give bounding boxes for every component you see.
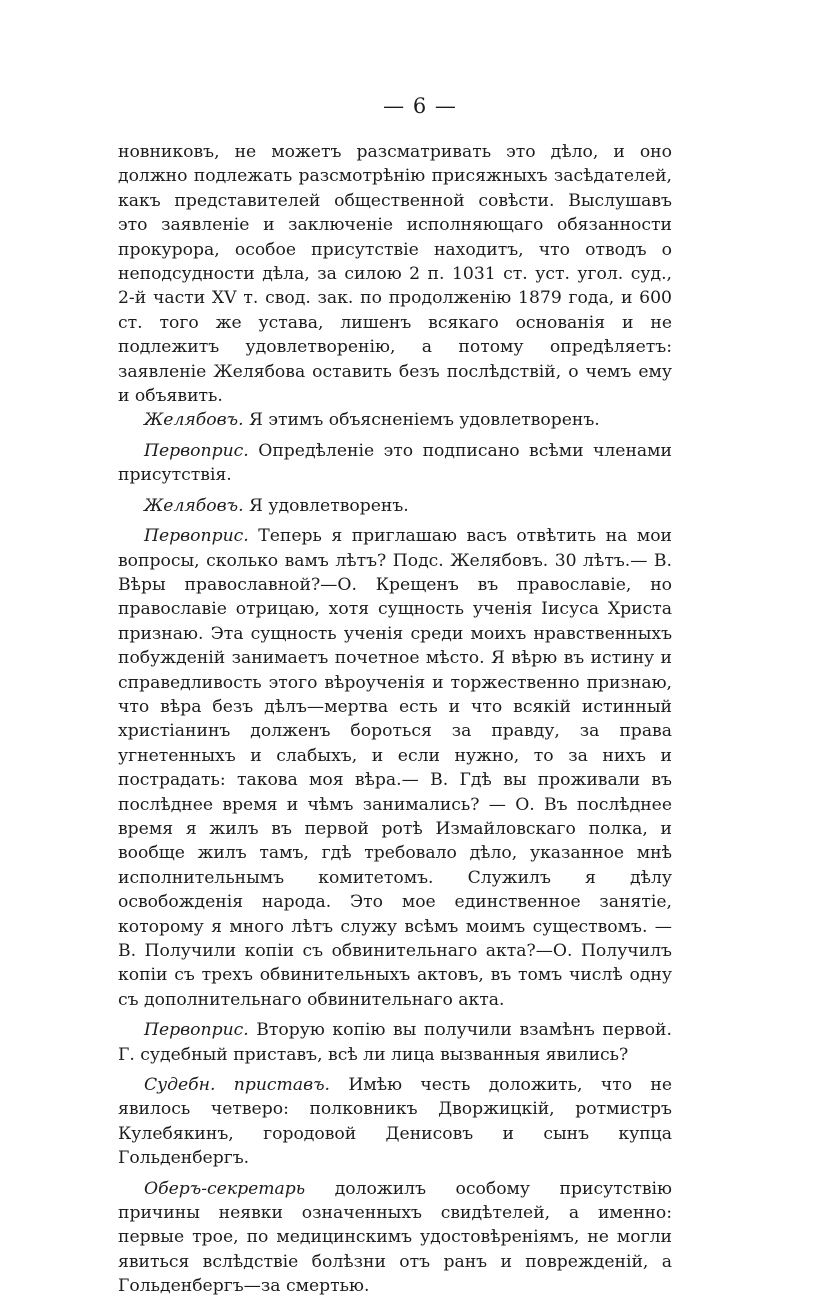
body-text — [118, 140, 672, 1299]
speaker-name: Судебн. приставъ. — [144, 1075, 331, 1096]
paragraph — [118, 140, 672, 408]
paragraph — [118, 408, 672, 432]
paragraph — [118, 1073, 672, 1171]
paragraph — [118, 1177, 672, 1299]
paragraph-text: Имѣю честь доложить, что не явилось четверо: полковникъ Дворжицкій, ротмистръ Кулебякинъ, городовой Денисовъ и сынъ купца Гольденбергъ. — [118, 1075, 672, 1169]
paragraph — [118, 494, 672, 518]
paragraph — [118, 439, 672, 488]
speaker-name: Желябовъ. — [144, 495, 244, 516]
paragraph-text: Теперь я приглашаю васъ отвѣтить на мои вопросы, сколько вамъ лѣтъ? Подс. Желябовъ. 30 лѣтъ.— В. Вѣры православной?—О. Крещенъ въ православіе, но православіе отрицаю, хотя сущность ученія Іисуса Христа признаю. Эта сущность ученія среди моихъ нравственныхъ побужденій занимаетъ почетное мѣсто. Я вѣрю въ истину и справедливость этого вѣроученія и торжественно признаю, что вѣра безъ дѣлъ—мертва есть и что всякій истинный христіанинъ долженъ бороться за правду, за права угнетенныхъ и слабыхъ, и если нужно, то за нихъ и пострадать: такова моя вѣра.— В. Гдѣ вы проживали въ послѣднее время и чѣмъ занимались? — О. Въ послѣднее время я жилъ въ первой ротѣ Измайловскаго полка, и вообще жилъ тамъ, гдѣ требовало дѣло, указанное мнѣ исполнительнымъ комитетомъ. Служилъ я дѣлу освобожденія народа. Это мое единственное занятіе, которому я много лѣтъ служу всѣмъ моимъ существомъ. — В. Получили копіи съ обвинительнаго акта?—О. Получилъ копіи съ трехъ обвинительныхъ актовъ, въ томъ числѣ одну съ дополнительнаго обвинительнаго акта. — [118, 526, 673, 1010]
speaker-name: Первоприс. — [144, 526, 249, 547]
paragraph-text: новниковъ, не можетъ разсматривать это дѣло, и оно должно подлежать разсмотрѣнію присяжныхъ засѣдателей, какъ представителей общественной совѣсти. Выслушавъ это заявленіе и заключеніе исполняющаго обязанности прокурора, особое присутствіе находитъ, что отводъ о неподсудности дѣла, за силою 2 п. 1031 ст. уст. угол. суд., 2-й части XV т. свод. зак. по продолженію 1879 года, и 600 ст. того же устава, лишенъ всякаго основанія и не подлежитъ удовлетворенію, а потому опредѣляетъ: заявленіе Желябова оставить безъ послѣдствій, о чемъ ему и объявить. — [118, 142, 672, 407]
paragraph — [118, 1018, 672, 1067]
paragraph-text: Вторую копію вы получили взамѣнъ первой. Г. судебный приставъ, всѣ ли лица вызванныя явились? — [118, 1020, 672, 1065]
speaker-name: Первоприс. — [144, 1020, 249, 1041]
paragraph-text: Я этимъ объясненіемъ удовлетворенъ. — [249, 410, 600, 431]
paragraph — [118, 524, 672, 1012]
speaker-name: Желябовъ. — [144, 410, 244, 431]
paragraph-text: доложилъ особому присутствію причины неявки означенныхъ свидѣтелей, а именно: первые трое, по медицинскимъ удостовѣреніямъ, не могли явиться вслѣдствіе болѣзни отъ ранъ и поврежденій, а Гольденбергъ—за смертью. — [118, 1178, 672, 1297]
paragraph-text: Опредѣленіе это подписано всѣми членами присутствія. — [118, 440, 672, 486]
speaker-name: Оберъ-секретарь — [144, 1178, 306, 1199]
speaker-name: Первоприс. — [144, 440, 249, 461]
page-number: — 6 — — [383, 94, 457, 118]
paragraph-text: Я удовлетворенъ. — [249, 495, 409, 516]
